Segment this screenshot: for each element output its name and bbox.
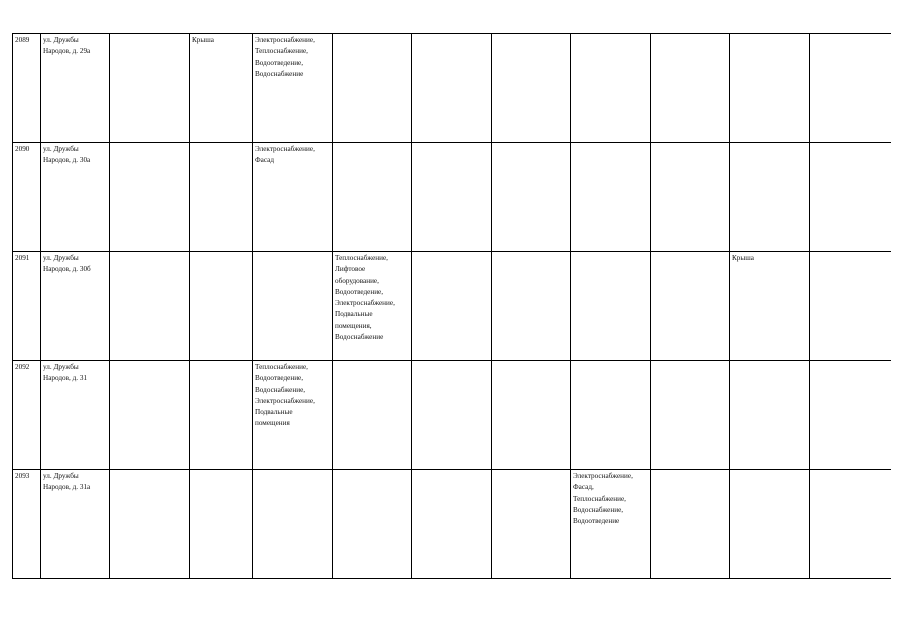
- col-2-cell: [110, 361, 190, 470]
- col-8-cell: [571, 143, 651, 252]
- col-6-cell: [412, 143, 492, 252]
- col-6-cell: [412, 34, 492, 143]
- col-10-cell: [730, 252, 810, 361]
- cell-text: 2089: [15, 36, 30, 44]
- address-cell: [41, 143, 110, 252]
- col-5-cell: [333, 470, 412, 579]
- cell-text: Теплоснабжение, Лифтовое оборудование, Водоотведение, Электроснабжение, Подвальные помещения, Водоснабжение: [335, 254, 395, 342]
- cell-text: ул. Дружбы Народов, д. 30а: [43, 145, 91, 165]
- col-2-cell: [110, 252, 190, 361]
- col-11-cell: [810, 252, 891, 361]
- col-11-cell: [810, 143, 891, 252]
- cell-text: Электроснабжение, Фасад, Теплоснабжение, Водоснабжение, Водоотведение: [573, 472, 633, 526]
- address-cell: [41, 361, 110, 470]
- col-8-cell: [571, 252, 651, 361]
- col-9-cell: [651, 361, 730, 470]
- col-6-cell: [412, 252, 492, 361]
- col-9-cell: [651, 143, 730, 252]
- col-4-cell: [253, 470, 333, 579]
- col-10-cell: [730, 143, 810, 252]
- col-5-cell: [333, 252, 412, 361]
- col-4-cell: [253, 252, 333, 361]
- cell-text: 2091: [15, 254, 30, 262]
- row-number-cell: [13, 143, 41, 252]
- col-6-cell: [412, 470, 492, 579]
- col-3-cell: [190, 34, 253, 143]
- cell-text: 2092: [15, 363, 30, 371]
- table-row: [13, 361, 891, 470]
- row-number-cell: [13, 34, 41, 143]
- col-4-cell: [253, 34, 333, 143]
- repair-schedule-table: [12, 33, 891, 579]
- row-number-cell: [13, 361, 41, 470]
- cell-text: 2093: [15, 472, 30, 480]
- cell-text: Крыша: [732, 254, 754, 262]
- col-11-cell: [810, 470, 891, 579]
- col-7-cell: [492, 143, 571, 252]
- col-10-cell: [730, 361, 810, 470]
- col-9-cell: [651, 252, 730, 361]
- address-cell: [41, 470, 110, 579]
- cell-text: Крыша: [192, 36, 214, 44]
- row-number-cell: [13, 252, 41, 361]
- col-10-cell: [730, 34, 810, 143]
- table-row: [13, 34, 891, 143]
- col-11-cell: [810, 34, 891, 143]
- col-7-cell: [492, 34, 571, 143]
- col-2-cell: [110, 143, 190, 252]
- col-8-cell: [571, 34, 651, 143]
- address-cell: [41, 34, 110, 143]
- cell-text: 2090: [15, 145, 30, 153]
- col-3-cell: [190, 252, 253, 361]
- table-row: [13, 470, 891, 579]
- col-3-cell: [190, 361, 253, 470]
- table-body: [13, 34, 891, 579]
- col-11-cell: [810, 361, 891, 470]
- row-number-cell: [13, 470, 41, 579]
- col-2-cell: [110, 34, 190, 143]
- col-7-cell: [492, 470, 571, 579]
- col-9-cell: [651, 34, 730, 143]
- col-7-cell: [492, 361, 571, 470]
- address-cell: [41, 252, 110, 361]
- table-row: [13, 252, 891, 361]
- col-8-cell: [571, 361, 651, 470]
- col-3-cell: [190, 470, 253, 579]
- col-4-cell: [253, 143, 333, 252]
- cell-text: Электроснабжение, Фасад: [255, 145, 315, 165]
- col-6-cell: [412, 361, 492, 470]
- col-8-cell: [571, 470, 651, 579]
- table-row: [13, 143, 891, 252]
- col-2-cell: [110, 470, 190, 579]
- cell-text: ул. Дружбы Народов, д. 31: [43, 363, 88, 383]
- cell-text: ул. Дружбы Народов, д. 29а: [43, 36, 91, 56]
- col-5-cell: [333, 361, 412, 470]
- cell-text: ул. Дружбы Народов, д. 30б: [43, 254, 91, 274]
- col-5-cell: [333, 143, 412, 252]
- cell-text: ул. Дружбы Народов, д. 31а: [43, 472, 91, 492]
- cell-text: Теплоснабжение, Водоотведение, Водоснабжение, Электроснабжение, Подвальные помещения: [255, 363, 315, 428]
- col-3-cell: [190, 143, 253, 252]
- col-9-cell: [651, 470, 730, 579]
- col-10-cell: [730, 470, 810, 579]
- col-5-cell: [333, 34, 412, 143]
- col-7-cell: [492, 252, 571, 361]
- col-4-cell: [253, 361, 333, 470]
- cell-text: Электроснабжение, Теплоснабжение, Водоотведение, Водоснабжение: [255, 36, 315, 78]
